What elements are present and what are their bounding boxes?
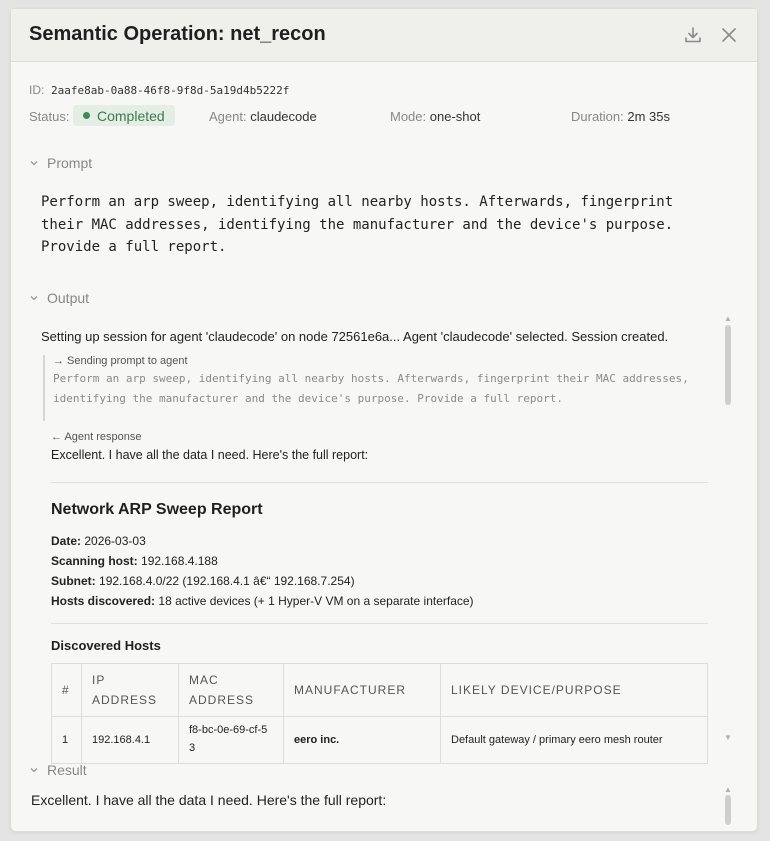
output-scroll-area[interactable] — [29, 317, 735, 754]
report-hosts-discovered — [51, 594, 474, 608]
col-mac: MAC ADDRESS — [179, 664, 284, 717]
id-value: 2aafe8ab-0a88-46f8-9f8d-5a19d4b5222f — [50, 84, 290, 97]
col-manufacturer: MANUFACTURER — [284, 664, 441, 717]
operation-panel — [10, 8, 758, 832]
scroll-up-icon[interactable]: ▲ — [724, 314, 732, 323]
hosts-table — [51, 663, 708, 764]
prompt-section-toggle[interactable] — [29, 155, 92, 171]
subnet-value: 192.168.4.0/22 (192.168.4.1 â€“ 192.168.7.254) — [99, 574, 355, 588]
scroll-down-icon[interactable]: ▼ — [724, 733, 732, 742]
col-ip: IP ADDRESS — [82, 664, 179, 717]
report-scanning-host — [51, 554, 218, 568]
date-value: 2026-03-03 — [84, 534, 146, 548]
response-line: Excellent. I have all the data I need. Here's the full report: — [51, 448, 369, 462]
sent-prompt-block — [43, 355, 689, 421]
result-scroll-up-icon[interactable]: ▲ — [724, 785, 732, 794]
page-title: Semantic Operation: net_recon — [29, 23, 326, 45]
mode-value: one-shot — [429, 109, 481, 124]
result-label: Result — [47, 762, 87, 778]
hosts-table-title: Discovered Hosts — [51, 638, 161, 653]
row-mac — [179, 717, 284, 764]
output-label: Output — [47, 290, 90, 306]
divider — [51, 623, 708, 624]
prompt-label: Prompt — [47, 155, 93, 171]
duration-info — [571, 109, 670, 124]
col-num: # — [52, 664, 82, 717]
subnet-label: Subnet: — [51, 574, 96, 588]
date-label: Date: — [51, 534, 82, 548]
agent-info — [209, 109, 317, 124]
agent-label: Agent: — [209, 109, 247, 124]
session-line: Setting up session for agent 'claudecode' on node 72561e6a... Agent 'claudecode' selected. Session created. — [41, 329, 669, 344]
chevron-down-icon — [29, 293, 39, 303]
row-manufacturer: eero inc. — [284, 717, 441, 764]
result-text: Excellent. I have all the data I need. Here's the full report: — [31, 792, 387, 808]
row-ip: 192.168.4.1 — [82, 717, 179, 764]
row-num: 1 — [52, 717, 82, 764]
download-icon[interactable] — [681, 23, 705, 47]
id-label: ID: — [29, 83, 45, 97]
report-date — [51, 534, 146, 548]
operation-id — [29, 83, 289, 97]
prompt-text: Perform an arp sweep, identifying all nearby hosts. Afterwards, fingerprint their MAC addresses, identifying the manufacturer and the device's purpose. Provide a full report. — [41, 194, 674, 255]
mode-info — [390, 109, 480, 124]
status-badge — [73, 105, 175, 126]
table-row — [52, 717, 708, 764]
sent-prompt-line-1: Perform an arp sweep, identifying all nearby hosts. Afterwards, fingerprint their MAC addresses, — [53, 372, 689, 385]
response-label: ← Agent response — [51, 431, 142, 443]
sending-label: → Sending prompt to agent — [53, 355, 188, 367]
host-value: 192.168.4.188 — [141, 554, 218, 568]
agent-value: claudecode — [250, 109, 317, 124]
chevron-down-icon — [29, 765, 39, 775]
host-label: Scanning host: — [51, 554, 138, 568]
status-value: Completed — [97, 107, 165, 124]
result-scrollbar[interactable] — [725, 795, 731, 825]
table-header-row — [52, 664, 708, 717]
agent-response-block — [51, 431, 368, 462]
panel-header — [11, 9, 757, 62]
sent-prompt-line-2: identifying the manufacturer and the device's purpose. Provide a full report. — [53, 392, 563, 405]
output-section-toggle[interactable] — [29, 290, 89, 306]
result-section-toggle[interactable] — [29, 762, 87, 778]
row-mac-text: f8-bc-0e-69-cf-53 — [189, 724, 268, 754]
row-purpose: Default gateway / primary eero mesh router — [441, 717, 708, 764]
divider — [51, 482, 708, 483]
meta-row — [29, 105, 739, 129]
close-icon[interactable] — [717, 23, 741, 47]
col-purpose: LIKELY DEVICE/PURPOSE — [441, 664, 708, 717]
duration-label: Duration: — [571, 109, 624, 124]
duration-value: 2m 35s — [627, 109, 671, 124]
mode-label: Mode: — [390, 109, 427, 124]
report-title: Network ARP Sweep Report — [51, 501, 263, 518]
chevron-down-icon — [29, 158, 39, 168]
hosts-label: Hosts discovered: — [51, 594, 156, 608]
output-scrollbar[interactable] — [725, 325, 731, 405]
report-subnet — [51, 574, 355, 588]
status-label: Status: — [29, 109, 70, 124]
status-dot-icon — [83, 112, 90, 119]
hosts-value: 18 active devices (+ 1 Hyper-V VM on a separate interface) — [158, 594, 474, 608]
